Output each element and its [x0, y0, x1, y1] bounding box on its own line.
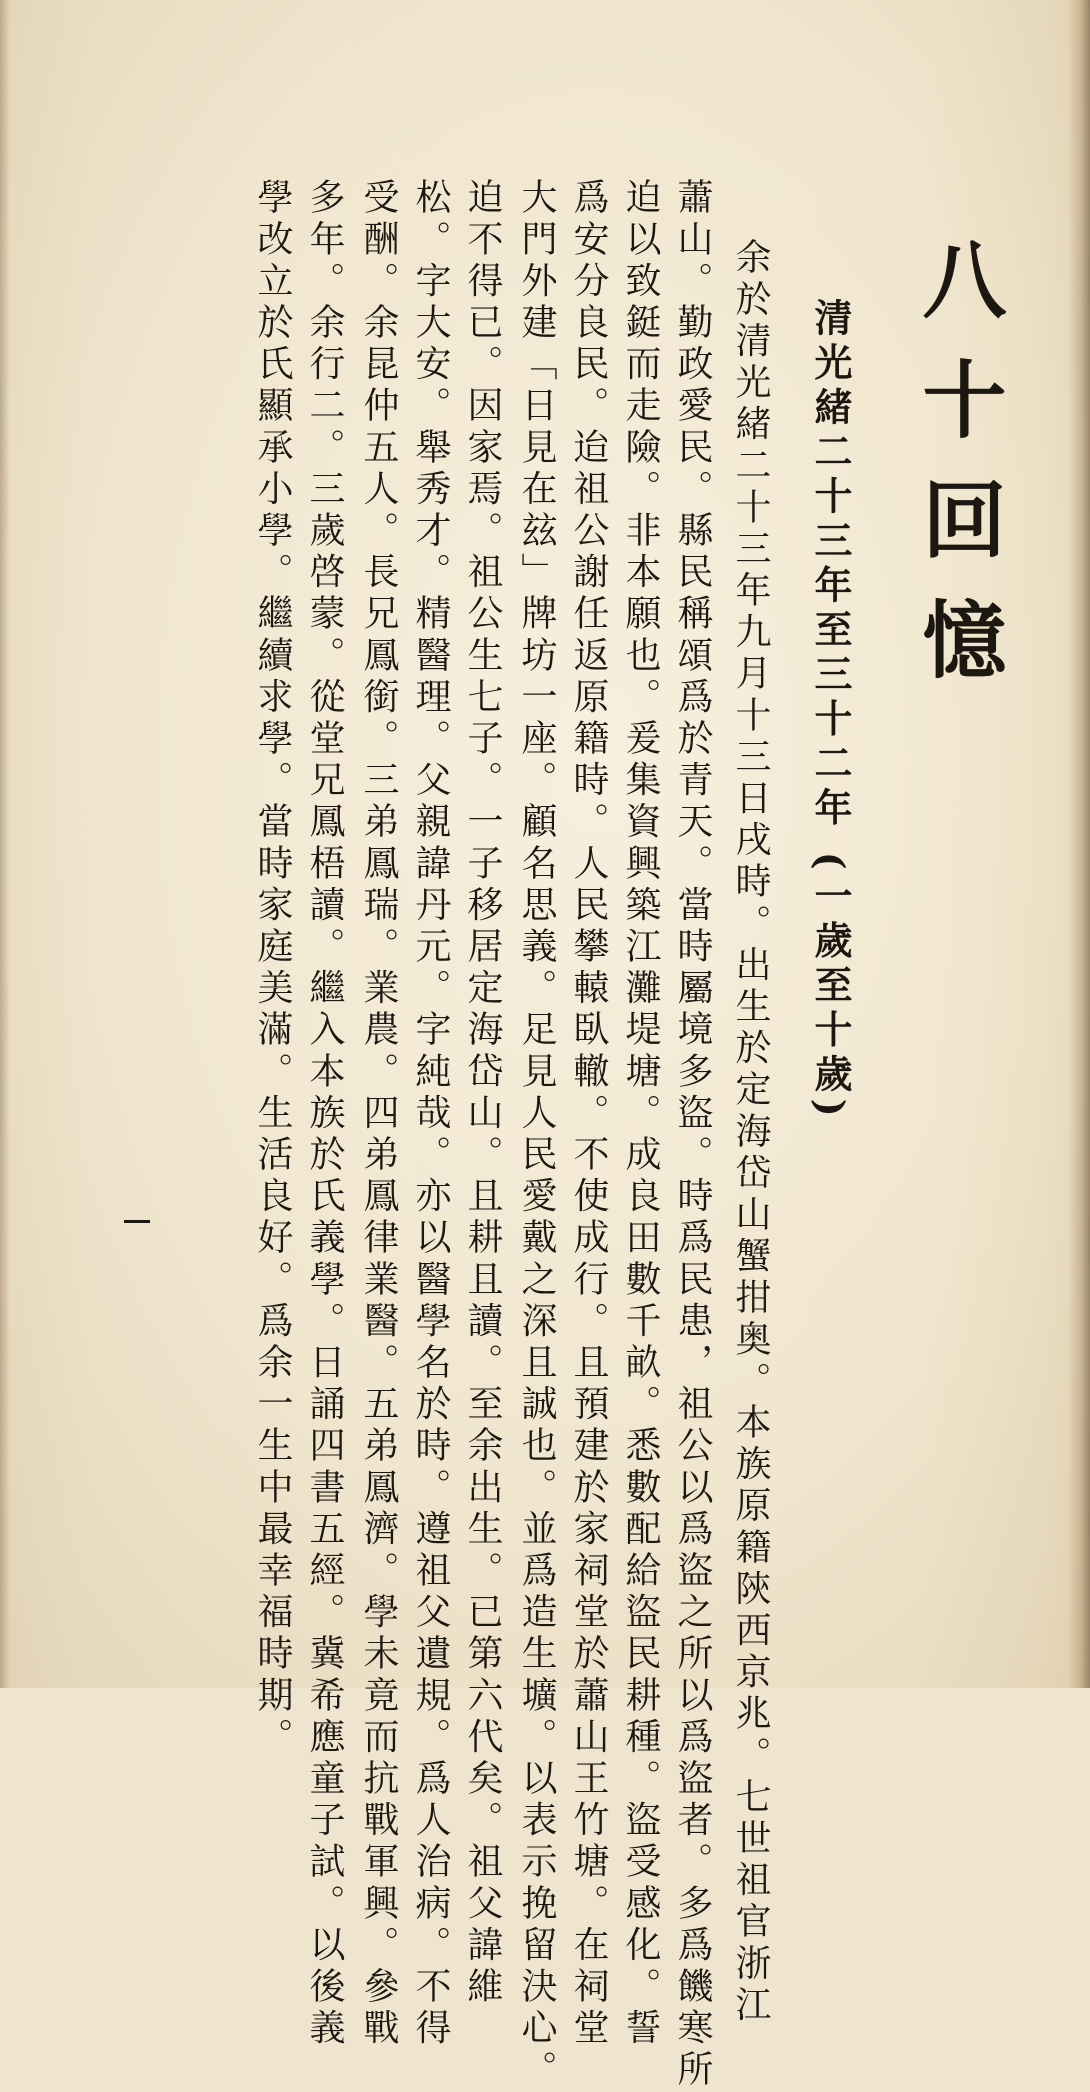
text-column-4: 爲安分良民。迨祖公謝任返原籍時。人民攀轅臥轍。不使成行。且預建於家祠堂於蕭山王竹塘。在祠堂	[568, 178, 609, 2050]
text-column-10: 學改立於氏顯承小學。繼續求學。當時家庭美滿。生活良好。爲余一生中最幸福時期。	[252, 178, 293, 1759]
text-column-5: 大門外建「日見在玆」牌坊一座。顧名思義。足見人民愛戴之深且誠也。並爲造生壙。以表示挽留決心。	[516, 178, 557, 2092]
text-column-2: 蕭山。勤政愛民。縣民稱頌爲於青天。當時屬境多盜。時爲民患，祖公以爲盜之所以爲盜者。多爲饑寒所	[672, 178, 713, 2092]
text-column-9: 多年。余行二。三歲啓蒙。從堂兄鳳梧讀。繼入本族於氏義學。日誦四書五經。冀希應童子試。以後義	[304, 178, 345, 2050]
page-edge-right	[1068, 0, 1090, 1688]
text-column-6: 迫不得已。因家焉。祖公生七子。一子移居定海岱山。且耕且讀。至余出生。已第六代矣。祖父諱維	[462, 178, 503, 2009]
text-column-1: 余於清光緒二十三年九月十三日戌時。出生於定海岱山蟹拑奥。本族原籍陝西京兆。七世祖官浙江	[730, 238, 771, 2027]
text-column-8: 受酬。余昆仲五人。長兄鳳銜。三弟鳳瑞。業農。四弟鳳律業醫。五弟鳳濟。學未竟而抗戰軍興。參戰	[358, 178, 399, 2050]
text-column-7: 松。字大安。舉秀才。精醫理。父親諱丹元。字純哉。亦以醫學名於時。遵祖父遺規。爲人治病。不得	[410, 178, 451, 2050]
chapter-subtitle: 清光緒二十三年至三十二年 (一歲至十歲)	[808, 298, 853, 1124]
chapter-title: 八十回憶	[909, 236, 1008, 716]
page-number	[124, 1220, 150, 1223]
text-column-3: 迫以致鋌而走險。非本願也。爰集資興築江灘堤塘。成良田數千畝。悉數配給盜民耕種。盜受感化。誓	[620, 178, 661, 2050]
page-edge-left	[0, 0, 10, 1688]
